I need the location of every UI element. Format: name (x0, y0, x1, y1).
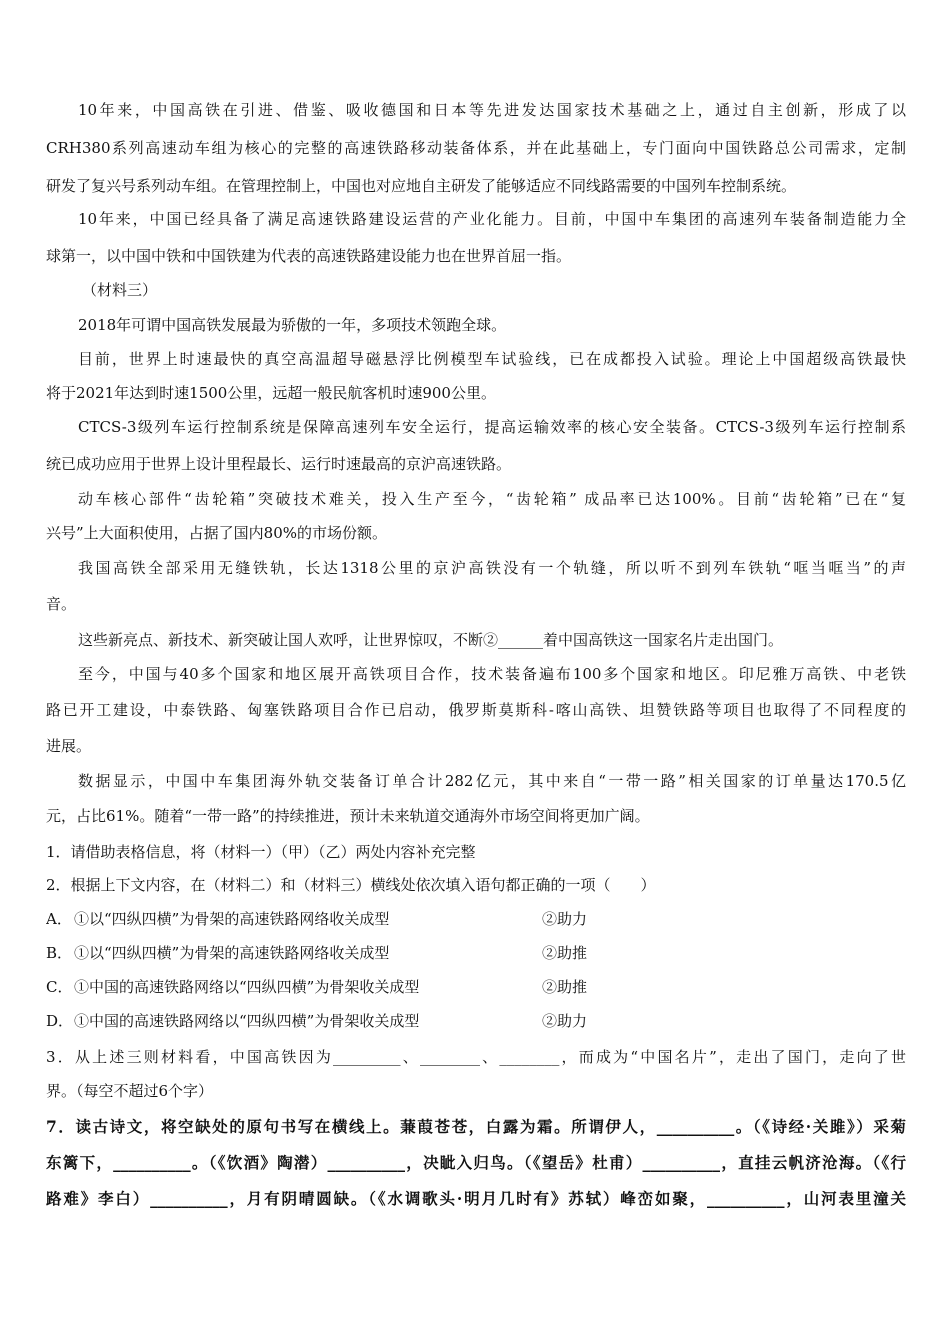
option-d (46, 1009, 906, 1033)
m3-p5-line1: 我国高铁全部采用无缝铁轨，长达1318公里的京沪高铁没有一个轨缝，所以听不到列车铁轨“哐当哐当”的声 (78, 559, 906, 577)
m3-p2-line1: 目前，世界上时速最快的真空高温超导磁悬浮比例模型车试验线，已在成都投入试验。理论上中国超级高铁最快 (78, 350, 906, 368)
m2-p2-line2: 球第一，以中国中铁和中国铁建为代表的高速铁路建设能力也在世界首屈一指。 (46, 247, 572, 265)
m3-p5-line2: 音。 (46, 595, 77, 613)
option-c-first: ①中国的高速铁路网络以“四纵四横”为骨架收关成型 (74, 978, 420, 996)
option-b-second: ②助推 (542, 944, 588, 962)
option-d-second: ②助力 (542, 1012, 588, 1030)
m3-p4-line2: 兴号”上大面积使用，占据了国内80%的市场份额。 (46, 524, 388, 542)
m3-p4-line1: 动车核心部件“齿轮箱”突破技术难关，投入生产至今，“齿轮箱” 成品率已达100%。目前“齿轮箱”已在“复 (78, 490, 906, 508)
poetry-line2: 东篱下，__________。（《饮酒》陶潜）__________，决眦入归鸟。（《望岳》杜甫）__________，直挂云帆济沧海。（《行 (46, 1153, 906, 1172)
m3-p2-line2: 将于2021年达到时速1500公里，远超一般民航客机时速900公里。 (46, 384, 496, 402)
option-c (46, 975, 906, 999)
option-a-second: ②助力 (542, 910, 588, 928)
option-d-tag: D． (46, 1012, 74, 1030)
option-a-tag: A． (46, 910, 72, 928)
m3-p8-line1: 数据显示，中国中车集团海外轨交装备订单合计282亿元，其中来自“一带一路”相关国家的订单量达170.5亿 (78, 772, 906, 790)
material3-heading: （材料三） (82, 281, 158, 299)
m2-p1-line2: CRH380系列高速动车组为核心的完整的高速铁路移动装备体系，并在此基础上，专门面向中国铁路总公司需求，定制 (46, 139, 906, 157)
question-2: 2．根据上下文内容，在（材料二）和（材料三）横线处依次填入语句都正确的一项（ ） (46, 876, 656, 894)
m3-p3-line2: 统已成功应用于世界上设计里程最长、运行时速最高的京沪高速铁路。 (46, 455, 512, 473)
m3-p6: 这些新亮点、新技术、新突破让国人欢呼，让世界惊叹，不断②______着中国高铁这一国家名片走出国门。 (78, 631, 784, 649)
m3-p7-line1: 至今，中国与40多个国家和地区展开高铁项目合作，技术装备遍布100多个国家和地区。印尼雅万高铁、中老铁 (78, 665, 906, 683)
m3-p7-line3: 进展。 (46, 737, 92, 755)
m2-p2-line1: 10年来，中国已经具备了满足高速铁路建设运营的产业化能力。目前，中国中车集团的高速列车装备制造能力全 (78, 210, 906, 228)
option-b-first: ①以“四纵四横”为骨架的高速铁路网络收关成型 (74, 944, 390, 962)
m2-p1-line1: 10年来，中国高铁在引进、借鉴、吸收德国和日本等先进发达国家技术基础之上，通过自主创新，形成了以 (78, 101, 906, 119)
m3-p3-line1: CTCS-3级列车运行控制系统是保障高速列车安全运行，提高运输效率的核心安全装备。CTCS-3级列车运行控制系 (78, 418, 906, 436)
m3-p1: 2018年可谓中国高铁发展最为骄傲的一年，多项技术领跑全球。 (78, 316, 507, 334)
option-a (46, 907, 906, 931)
question-1: 1．请借助表格信息，将（材料一）（甲）（乙）两处内容补充完整 (46, 843, 476, 861)
m2-p1-line3: 研发了复兴号系列动车组。在管理控制上，中国也对应地自主研发了能够适应不同线路需要的中国列车控制系统。 (46, 177, 797, 195)
option-d-first: ①中国的高速铁路网络以“四纵四横”为骨架收关成型 (74, 1012, 420, 1030)
poetry-line1: 7．读古诗文，将空缺处的原句书写在横线上。蒹葭苍苍，白露为霜。所谓伊人，__________。（《诗经·关雎》）采菊 (46, 1117, 906, 1136)
m3-p8-line2: 元，占比61%。随着“一带一路”的持续推进，预计未来轨道交通海外市场空间将更加广阔。 (46, 807, 650, 825)
option-c-tag: C． (46, 978, 73, 996)
option-c-second: ②助推 (542, 978, 588, 996)
poetry-line3: 路难》李白）__________，月有阴晴圆缺。（《水调歌头·明月几时有》苏轼）峰峦如聚，__________，山河表里潼关 (46, 1189, 906, 1208)
question-3-line2: 界。（每空不超过6个字） (46, 1082, 214, 1100)
option-b-tag: B． (46, 944, 73, 962)
option-a-first: ①以“四纵四横”为骨架的高速铁路网络收关成型 (74, 910, 390, 928)
question-3-line1: 3．从上述三则材料看，中国高铁因为_________、________、________，而成为“中国名片”，走出了国门，走向了世 (46, 1048, 906, 1066)
m3-p7-line2: 路已开工建设，中泰铁路、匈塞铁路项目合作已启动，俄罗斯莫斯科-喀山高铁、坦赞铁路等项目也取得了不同程度的 (46, 701, 906, 719)
option-b (46, 941, 906, 965)
